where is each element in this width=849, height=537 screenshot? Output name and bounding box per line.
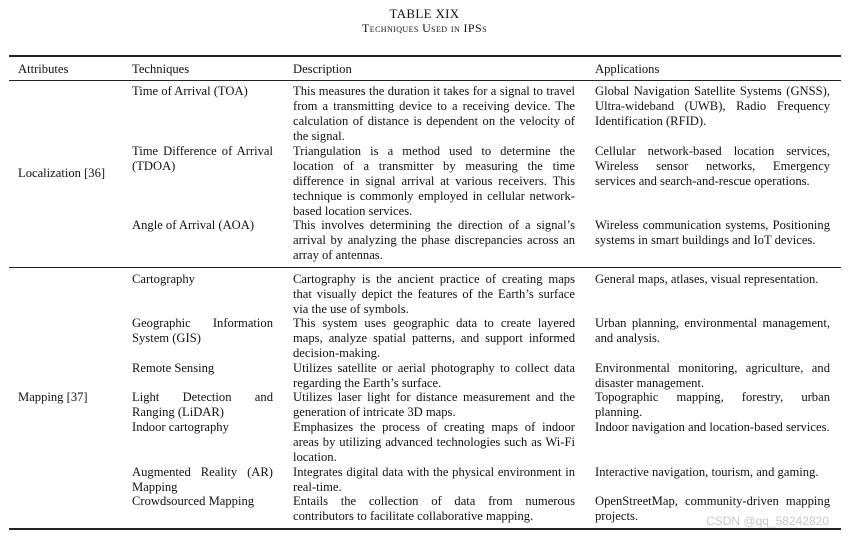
applications-cell: Wireless communication systems, Positioning systems in smart buildings and IoT devices.: [595, 218, 830, 247]
applications-cell: Topographic mapping, forestry, urban planning.: [595, 390, 830, 419]
header-techniques: Techniques: [132, 62, 190, 76]
header-rule: [9, 80, 841, 81]
technique-cell: Time of Arrival (TOA): [132, 84, 248, 98]
watermark-text: CSDN @qq_58242820: [706, 514, 829, 528]
description-cell: Utilizes satellite or aerial photography to collect data regarding the Earth’s surface.: [293, 361, 575, 390]
group-divider-rule: [9, 267, 841, 268]
description-cell: Cartography is the ancient practice of creating maps that visually depict the features of the Earth’s surface via the use of symbols.: [293, 272, 575, 316]
technique-cell: Cartography: [132, 272, 195, 286]
technique-cell: Indoor cartography: [132, 420, 229, 434]
technique-cell: Light Detection and Ranging (LiDAR): [132, 390, 273, 419]
header-attributes: Attributes: [18, 62, 69, 76]
applications-cell: OpenStreetMap, community-driven mapping projects.: [595, 494, 830, 523]
description-cell: This system uses geographic data to create layered maps, analyze spatial patterns, and support informed decision-making.: [293, 316, 575, 360]
applications-cell: General maps, atlases, visual representation.: [595, 272, 819, 286]
technique-cell: Crowdsourced Mapping: [132, 494, 255, 508]
technique-cell: Time Difference of Arrival (TDOA): [132, 144, 273, 173]
header-description: Description: [293, 62, 352, 76]
technique-cell: Angle of Arrival (AOA): [132, 218, 255, 232]
applications-cell: Interactive navigation, tourism, and gaming.: [595, 465, 819, 479]
group-attribute-mapping: Mapping [37]: [18, 390, 88, 404]
applications-cell: Global Navigation Satellite Systems (GNSS), Ultra-wideband (UWB), Radio Frequency Identification (RFID).: [595, 84, 830, 128]
table-title: Techniques Used in IPSs: [362, 21, 487, 35]
header-applications: Applications: [595, 62, 660, 76]
description-cell: Utilizes laser light for distance measurement and the generation of intricate 3D maps.: [293, 390, 575, 419]
description-cell: Integrates digital data with the physical environment in real-time.: [293, 465, 575, 494]
description-cell: Triangulation is a method used to determine the location of a transmitter by measuring the time difference in signal arrival at various receivers. This technique is commonly employed in cellular network-based location services.: [293, 144, 575, 218]
description-cell: Emphasizes the process of creating maps of indoor areas by utilizing advanced technologies such as Wi-Fi location.: [293, 420, 575, 464]
bottom-rule: [9, 528, 841, 530]
applications-cell: Indoor navigation and location-based services.: [595, 420, 830, 434]
technique-cell: Augmented Reality (AR) Mapping: [132, 465, 273, 494]
group-attribute-localization: Localization [36]: [18, 166, 106, 180]
top-rule: [9, 55, 841, 57]
description-cell: This measures the duration it takes for a signal to travel from a transmitting device to a receiving device. The calculation of distance is dependent on the velocity of the signal.: [293, 84, 575, 143]
description-cell: Entails the collection of data from numerous contributors to facilitate collaborative mapping.: [293, 494, 575, 523]
applications-cell: Environmental monitoring, agriculture, and disaster management.: [595, 361, 830, 390]
description-cell: This involves determining the direction of a signal’s arrival by analyzing the phase discrepancies across an array of antennas.: [293, 218, 575, 262]
applications-cell: Cellular network-based location services, Wireless sensor networks, Emergency services and search-and-rescue operations.: [595, 144, 830, 188]
technique-cell: Remote Sensing: [132, 361, 215, 375]
table-number: TABLE XIX: [389, 6, 460, 21]
applications-cell: Urban planning, environmental management, and analysis.: [595, 316, 830, 345]
technique-cell: Geographic Information System (GIS): [132, 316, 273, 345]
